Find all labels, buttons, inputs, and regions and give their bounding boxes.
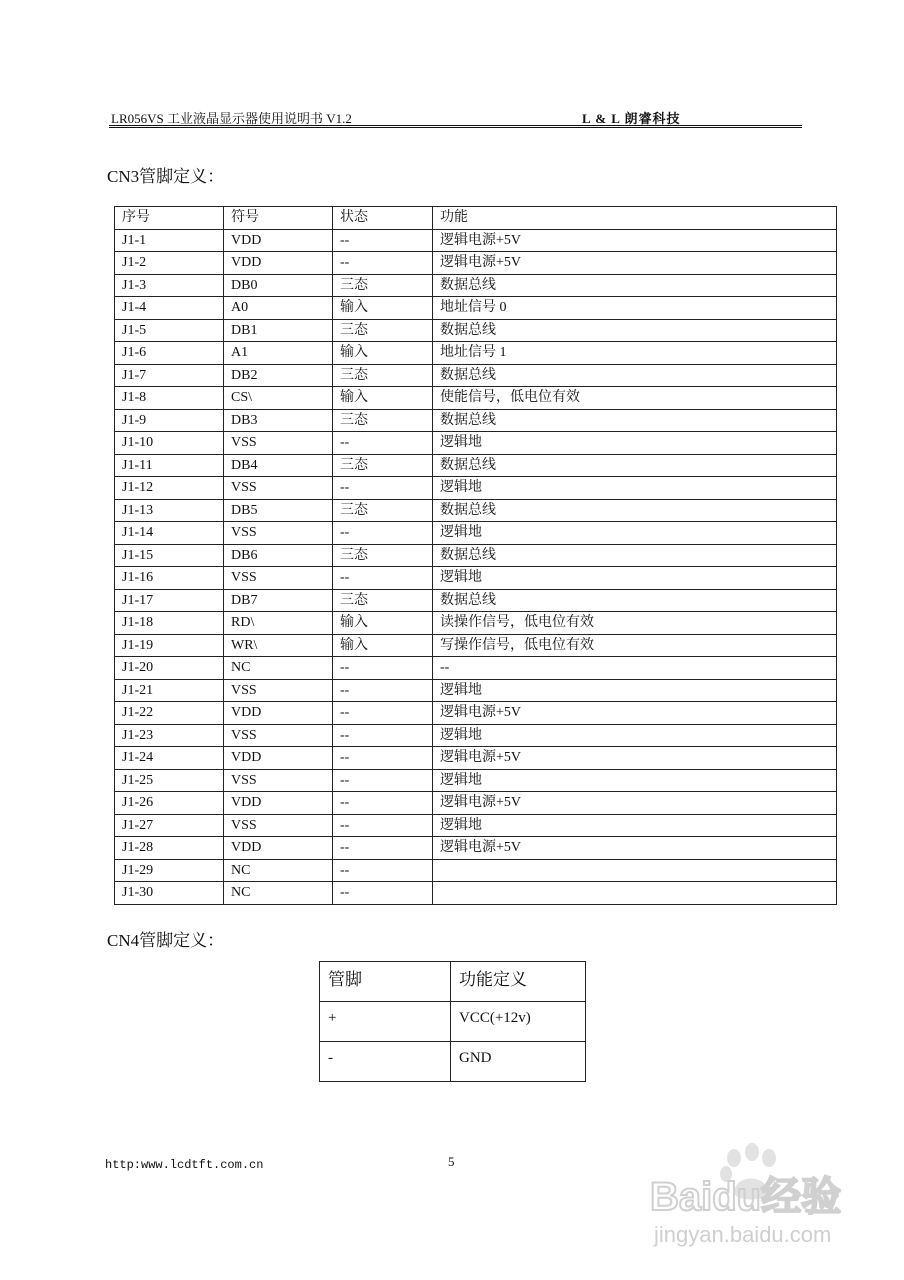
table-cell: VDD [224,747,333,770]
watermark-brand: Baidu经验 [650,1175,842,1219]
column-header: 功能 [433,207,837,230]
table-cell: 数据总线 [433,589,837,612]
table-cell: NC [224,657,333,680]
column-header: 管脚 [320,962,451,1002]
table-cell: -- [333,837,433,860]
table-cell [433,859,837,882]
table-cell: 逻辑电源+5V [433,252,837,275]
table-cell: 地址信号 1 [433,342,837,365]
table-cell: J1-26 [115,792,224,815]
table-cell: VSS [224,477,333,500]
table-cell: -- [333,859,433,882]
table-cell: CS\ [224,387,333,410]
document-title: LR056VS 工业液晶显示器使用说明书 V1.2 [111,111,352,126]
table-cell: 逻辑地 [433,567,837,590]
table-cell: 逻辑地 [433,814,837,837]
table-cell: -- [433,657,837,680]
table-cell: J1-4 [115,297,224,320]
table-cell: RD\ [224,612,333,635]
table-cell: 三态 [333,364,433,387]
table-row [115,522,837,545]
table-cell: 三态 [333,274,433,297]
table-cell: 逻辑地 [433,522,837,545]
table-cell: DB1 [224,319,333,342]
table-cell: -- [333,882,433,905]
table-row [115,387,837,410]
table-cell: J1-11 [115,454,224,477]
table-row [115,544,837,567]
table-cell: J1-13 [115,499,224,522]
table-cell: 逻辑电源+5V [433,837,837,860]
table-cell: VSS [224,432,333,455]
cn3-section-title: CN3管脚定义： [107,167,225,186]
table-row [115,297,837,320]
table-cell: -- [333,567,433,590]
table-cell: 输入 [333,612,433,635]
table-cell: 逻辑地 [433,432,837,455]
column-header: 功能定义 [451,962,586,1002]
table-cell: GND [451,1042,586,1082]
table-row [115,679,837,702]
table-cell: 三态 [333,544,433,567]
table-cell: 数据总线 [433,544,837,567]
table-row [115,747,837,770]
table-row [115,274,837,297]
table-cell: J1-10 [115,432,224,455]
table-cell: DB0 [224,274,333,297]
table-cell: VSS [224,522,333,545]
table-cell: VSS [224,814,333,837]
table-row [115,702,837,725]
table-cell: 输入 [333,387,433,410]
table-row [115,252,837,275]
table-cell: 三态 [333,409,433,432]
table-cell: J1-1 [115,229,224,252]
table-header-row [320,962,586,1002]
table-cell: - [320,1042,451,1082]
table-cell: J1-16 [115,567,224,590]
header-rule [109,125,802,128]
table-cell: DB4 [224,454,333,477]
table-row [115,454,837,477]
table-row [115,724,837,747]
table-cell: VSS [224,769,333,792]
table-cell: + [320,1002,451,1042]
table-cell: J1-9 [115,409,224,432]
table-row [115,634,837,657]
table-cell: J1-28 [115,837,224,860]
table-cell: J1-24 [115,747,224,770]
table-row [115,657,837,680]
table-row [115,769,837,792]
table-cell: -- [333,702,433,725]
watermark-url: jingyan.baidu.com [654,1222,832,1247]
table-cell: -- [333,792,433,815]
table-cell: -- [333,522,433,545]
table-cell: J1-3 [115,274,224,297]
table-cell: A1 [224,342,333,365]
table-cell: 三态 [333,499,433,522]
table-cell: J1-20 [115,657,224,680]
table-cell: 输入 [333,297,433,320]
table-cell: 输入 [333,634,433,657]
company-name: L & L 朗睿科技 [582,111,681,126]
table-row [115,477,837,500]
table-row [115,814,837,837]
table-row [115,882,837,905]
table-cell: -- [333,679,433,702]
table-row [115,612,837,635]
table-row [115,432,837,455]
table-cell: 逻辑电源+5V [433,747,837,770]
table-cell: J1-27 [115,814,224,837]
table-cell: 数据总线 [433,319,837,342]
table-row [115,319,837,342]
table-cell: 逻辑地 [433,769,837,792]
table-cell: J1-23 [115,724,224,747]
table-row [115,229,837,252]
cn4-section-title: CN4管脚定义： [107,931,225,950]
table-cell: J1-15 [115,544,224,567]
table-cell: J1-25 [115,769,224,792]
column-header: 符号 [224,207,333,230]
table-cell: 三态 [333,454,433,477]
table-cell: 数据总线 [433,364,837,387]
table-cell: -- [333,769,433,792]
column-header: 序号 [115,207,224,230]
table-cell: VDD [224,702,333,725]
table-cell: VSS [224,679,333,702]
table-cell: NC [224,859,333,882]
table-cell: NC [224,882,333,905]
cn4-pin-table [319,961,586,1082]
table-cell: DB3 [224,409,333,432]
table-cell: J1-5 [115,319,224,342]
table-cell: 数据总线 [433,409,837,432]
table-row [115,859,837,882]
paw-icon [648,1140,868,1250]
table-cell: 逻辑地 [433,679,837,702]
table-cell: DB7 [224,589,333,612]
table-cell: 逻辑电源+5V [433,702,837,725]
table-cell: 输入 [333,342,433,365]
table-cell: DB6 [224,544,333,567]
table-cell: 三态 [333,589,433,612]
table-cell: VDD [224,252,333,275]
footer-url: http:www.lcdtft.com.cn [105,1158,264,1172]
table-cell: J1-17 [115,589,224,612]
table-row [320,1002,586,1042]
table-row [115,567,837,590]
table-row [115,792,837,815]
table-cell: -- [333,229,433,252]
table-cell: 数据总线 [433,454,837,477]
table-cell: WR\ [224,634,333,657]
table-cell: J1-7 [115,364,224,387]
table-cell: 使能信号，低电位有效 [433,387,837,410]
table-row [115,409,837,432]
table-cell: 逻辑地 [433,477,837,500]
table-cell: 写操作信号，低电位有效 [433,634,837,657]
table-cell: DB2 [224,364,333,387]
table-cell: -- [333,747,433,770]
cn3-pin-table [114,206,837,905]
table-cell: 地址信号 0 [433,297,837,320]
table-cell: VSS [224,567,333,590]
table-cell: 读操作信号，低电位有效 [433,612,837,635]
table-cell: J1-6 [115,342,224,365]
table-cell [433,882,837,905]
baidu-watermark [648,1140,868,1250]
table-cell: J1-30 [115,882,224,905]
table-cell: J1-21 [115,679,224,702]
column-header: 状态 [333,207,433,230]
table-header-row [115,207,837,230]
table-cell: J1-19 [115,634,224,657]
table-cell: J1-14 [115,522,224,545]
table-row [115,837,837,860]
table-row [115,499,837,522]
table-cell: 逻辑地 [433,724,837,747]
table-cell: -- [333,814,433,837]
table-cell: J1-8 [115,387,224,410]
table-cell: J1-2 [115,252,224,275]
table-cell: -- [333,724,433,747]
table-cell: DB5 [224,499,333,522]
table-cell: 三态 [333,319,433,342]
table-row [115,364,837,387]
table-cell: VDD [224,837,333,860]
table-cell: -- [333,252,433,275]
table-cell: J1-29 [115,859,224,882]
table-cell: VSS [224,724,333,747]
table-cell: -- [333,477,433,500]
table-cell: VDD [224,792,333,815]
table-cell: 数据总线 [433,274,837,297]
table-cell: -- [333,432,433,455]
table-cell: VCC(+12v) [451,1002,586,1042]
table-cell: 逻辑电源+5V [433,229,837,252]
table-cell: J1-18 [115,612,224,635]
table-cell: A0 [224,297,333,320]
page-number: 5 [448,1154,455,1169]
table-cell: J1-12 [115,477,224,500]
table-cell: J1-22 [115,702,224,725]
table-row [115,589,837,612]
table-cell: VDD [224,229,333,252]
table-row [115,342,837,365]
table-row [320,1042,586,1082]
table-cell: 数据总线 [433,499,837,522]
table-cell: 逻辑电源+5V [433,792,837,815]
table-cell: -- [333,657,433,680]
